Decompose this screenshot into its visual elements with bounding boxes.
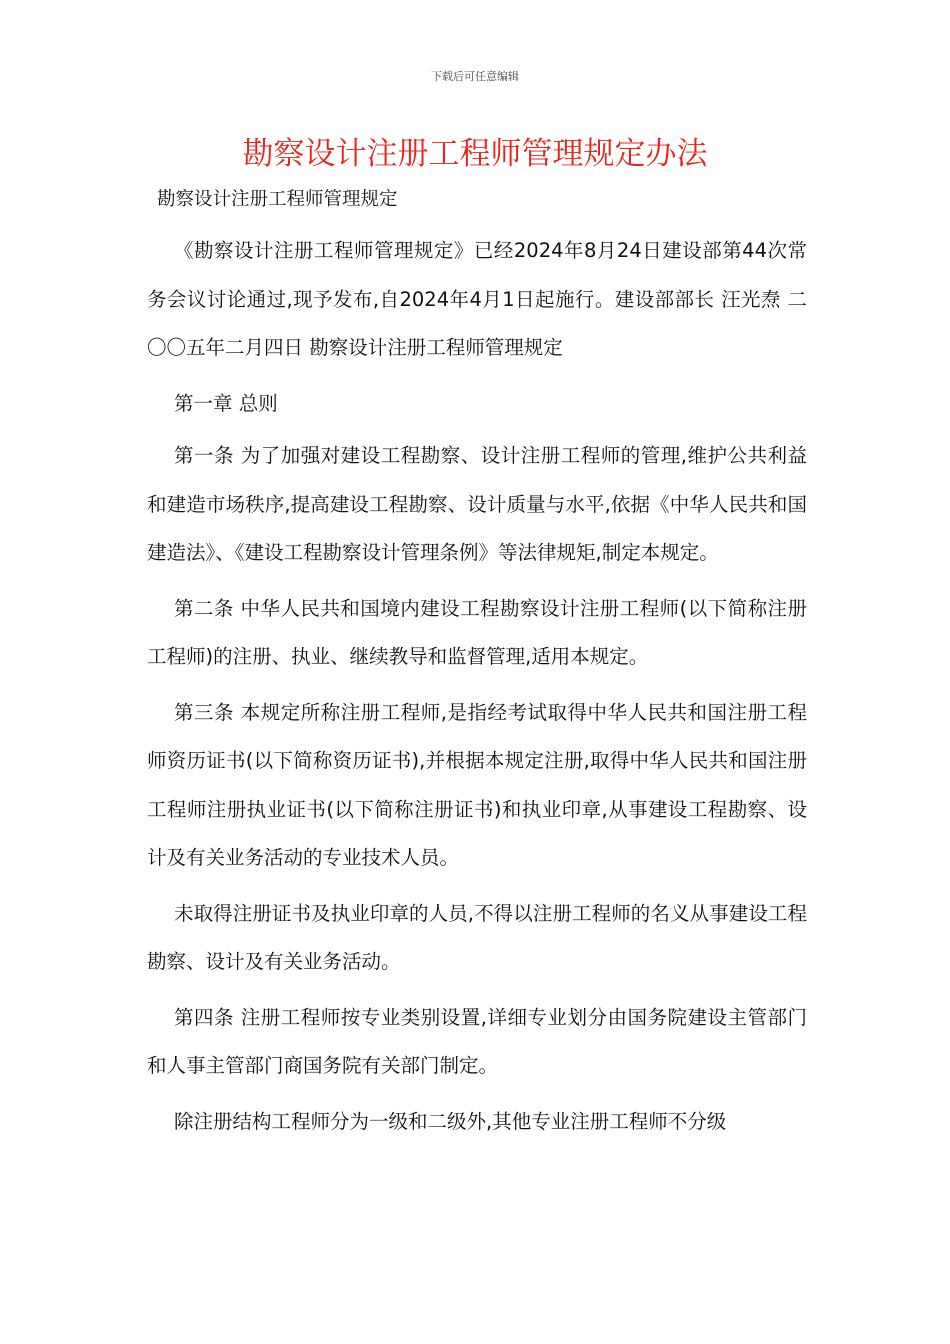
paragraph-preamble: 《勘察设计注册工程师管理规定》已经2024年8月24日建设部第44次常务会议讨论通过,现予发布,自2024年4月1日起施行。建设部部长 汪光焘 二〇〇五年二月四日 勘察设计注册工程师管理规定 bbox=[147, 239, 807, 359]
paragraph-article-2: 第二条 中华人民共和国境内建设工程勘察设计注册工程师(以下简称注册工程师)的注册、执业、继续教导和监督管理,适用本规定。 bbox=[147, 596, 807, 668]
paragraph-article-4: 第四条 注册工程师按专业类别设置,详细专业划分由国务院建设主管部门和人事主管部门商国务院有关部门制定。 bbox=[147, 1005, 807, 1077]
paragraph-article-3: 第三条 本规定所称注册工程师,是指经考试取得中华人民共和国注册工程师资历证书(以下简称资历证书),并根据本规定注册,取得中华人民共和国注册工程师注册执业证书(以下简称注册证书)和执业印章,从事建设工程勘察、设计及有关业务活动的专业技术人员。 bbox=[147, 700, 807, 869]
document-subtitle: 勘察设计注册工程师管理规定 bbox=[157, 189, 398, 210]
header-note: 下载后可任意编辑 bbox=[431, 70, 519, 83]
document-title: 勘察设计注册工程师管理规定办法 bbox=[242, 136, 708, 172]
paragraph-article-1: 第一条 为了加强对建设工程勘察、设计注册工程师的管理,维护公共利益和建造市场秩序,提高建设工程勘察、设计质量与水平,依据《中华人民共和国建造法》、《建设工程勘察设计管理条例》等法律规矩,制定本规定。 bbox=[147, 444, 807, 564]
document-body bbox=[147, 227, 807, 1153]
chapter-heading: 第一章 总则 bbox=[174, 391, 278, 415]
paragraph-article-3-note: 未取得注册证书及执业印章的人员,不得以注册工程师的名义从事建设工程勘察、设计及有关业务活动。 bbox=[147, 901, 807, 973]
paragraph-article-4-note: 除注册结构工程师分为一级和二级外,其他专业注册工程师不分级 bbox=[174, 1109, 727, 1133]
